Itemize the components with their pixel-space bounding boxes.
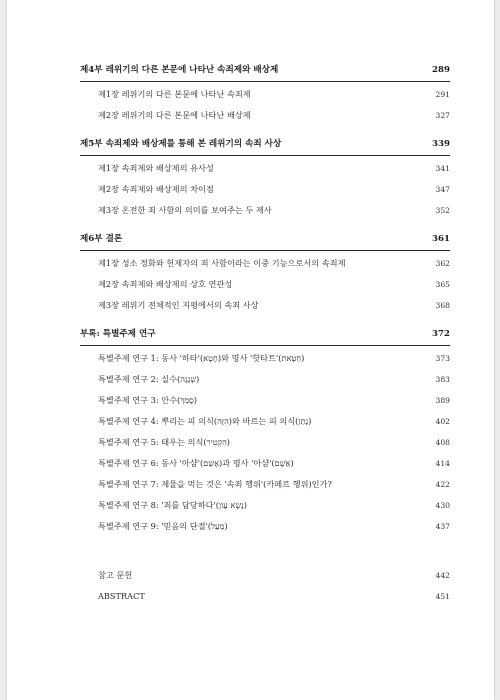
page-number: 437 [435, 522, 450, 531]
page-number: 341 [435, 164, 450, 173]
page-number: 352 [435, 206, 450, 215]
part-title: 제5부 속죄제와 배상제를 통해 본 레위기의 속죄 사상 [80, 139, 282, 149]
part-title: 제4부 레위기의 다른 본문에 나타난 속죄제와 배상제 [80, 65, 279, 75]
page-number: 368 [435, 301, 450, 310]
book-page [7, 0, 494, 700]
appendix-item-title: 특별주제 연구 9: '믿음의 단절'(מַעַל) [98, 521, 228, 531]
abstract-title: ABSTRACT [98, 591, 145, 601]
part-title: 제6부 결론 [80, 234, 123, 244]
part-divider [80, 250, 450, 251]
part-divider [80, 81, 450, 82]
references-title: 참고 문헌 [98, 570, 133, 580]
toc-part-heading [80, 134, 450, 155]
toc-appendix-entry [80, 432, 450, 453]
page-number: 362 [435, 259, 450, 268]
toc-appendix-entry [80, 348, 450, 369]
appendix-item-title: 특별주제 연구 2: 실수(שְׁגָגָה) [98, 374, 200, 384]
toc-chapter-entry [80, 179, 450, 200]
page-number: 442 [435, 571, 450, 580]
page-number: 347 [435, 185, 450, 194]
appendix-title: 부록: 특별주제 연구 [80, 329, 156, 339]
page-number: 422 [435, 480, 450, 489]
toc-chapter-entry [80, 253, 450, 274]
appendix-item-title: 특별주제 연구 6: 동사 '아샴'(אָשַׁם)과 명사 '아샴'(אָשָׁם) [98, 458, 294, 468]
toc-chapter-entry [80, 105, 450, 126]
toc-chapter-entry [80, 200, 450, 221]
chapter-title: 제3장 레위기 전체적인 지평에서의 속죄 사상 [98, 300, 259, 310]
page-number: 289 [432, 65, 450, 75]
toc-backmatter-entry [80, 586, 450, 607]
toc-part-heading [80, 60, 450, 81]
chapter-title: 제1장 속죄제와 배상제의 유사성 [98, 163, 214, 173]
chapter-title: 제2장 속죄제와 배상제의 상호 연관성 [98, 279, 233, 289]
toc-appendix-entry [80, 369, 450, 390]
page-number: 408 [435, 438, 450, 447]
appendix-item-title: 특별주제 연구 1: 동사 '하타'(חָטָא)와 명사 '핫타트'(חַטָּאת) [98, 353, 305, 363]
toc-appendix-entry [80, 411, 450, 432]
toc-part-heading [80, 229, 450, 250]
toc-appendix-entry [80, 495, 450, 516]
page-number: 361 [432, 234, 450, 244]
chapter-title: 제2장 레위기의 다른 본문에 나타난 배상제 [98, 110, 251, 120]
page-number: 372 [432, 329, 450, 339]
part-divider [80, 345, 450, 346]
page-number: 365 [435, 280, 450, 289]
toc-appendix-entry [80, 474, 450, 495]
toc-appendix-entry [80, 390, 450, 411]
page-number: 451 [435, 592, 450, 601]
part-divider [80, 155, 450, 156]
page-number: 383 [435, 375, 450, 384]
appendix-item-title: 특별주제 연구 4: 뿌리는 피 의식(הִזָּה)와 바르는 피 의식(נָתַן) [98, 416, 312, 426]
page-number: 339 [432, 139, 450, 149]
chapter-title: 제2장 속죄제와 배상제의 차이점 [98, 184, 214, 194]
appendix-item-title: 특별주제 연구 3: 안수(סָמַךְ) [98, 395, 197, 405]
page-number: 327 [435, 111, 450, 120]
table-of-contents [80, 60, 450, 607]
page-number: 291 [435, 90, 450, 99]
page-number: 373 [435, 354, 450, 363]
toc-chapter-entry [80, 84, 450, 105]
toc-appendix-entry [80, 516, 450, 537]
appendix-item-title: 특별주제 연구 8: '죄를 담당하다'(נָשָׂא עָוֹן) [98, 500, 247, 510]
page-number: 389 [435, 396, 450, 405]
page-number: 402 [435, 417, 450, 426]
toc-backmatter-entry [80, 565, 450, 586]
page-number: 430 [435, 501, 450, 510]
toc-chapter-entry [80, 158, 450, 179]
chapter-title: 제1장 성소 정화와 헌제자의 죄 사함이라는 이중 기능으로서의 속죄제 [98, 258, 346, 268]
page-number: 414 [435, 459, 450, 468]
appendix-item-title: 특별주제 연구 7: 제물을 먹는 것은 '속죄 행위'(카페르 행위)인가? [98, 479, 332, 489]
toc-appendix-entry [80, 453, 450, 474]
chapter-title: 제1장 레위기의 다른 본문에 나타난 속죄제 [98, 89, 251, 99]
toc-chapter-entry [80, 295, 450, 316]
toc-chapter-entry [80, 274, 450, 295]
toc-appendix-heading [80, 324, 450, 345]
appendix-item-title: 특별주제 연구 5: 태우는 의식(הִקְטִיר) [98, 437, 230, 447]
chapter-title: 제3장 온전한 죄 사함의 의미를 보여주는 두 제사 [98, 205, 272, 215]
